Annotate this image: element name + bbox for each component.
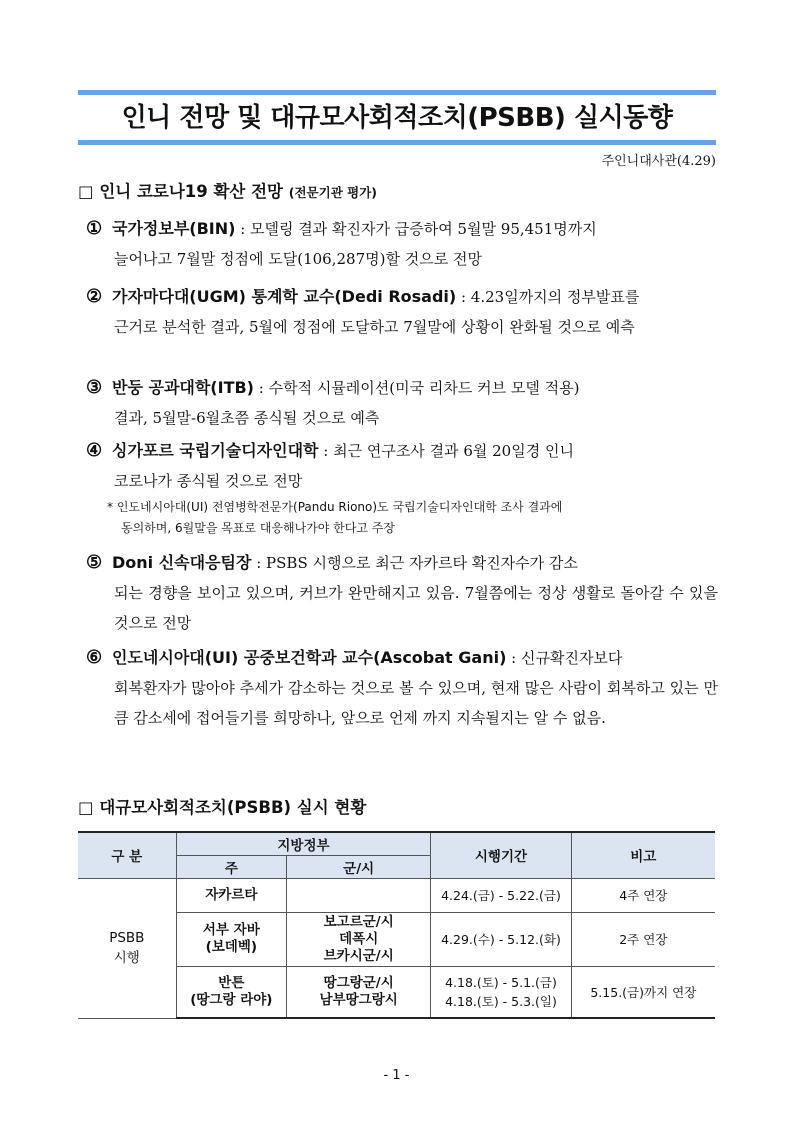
cell-city bbox=[287, 878, 431, 912]
section-marker: □ bbox=[78, 798, 94, 817]
section-subtitle: (전문기관 평가) bbox=[288, 185, 377, 200]
item-text: : 신규확진자보다 bbox=[506, 649, 623, 667]
item-source: Doni 신속대응팀장 bbox=[112, 553, 252, 572]
page-title: 인니 전망 및 대규모사회적조치(PSBB) 실시동향 bbox=[121, 103, 673, 133]
psbb-table bbox=[78, 831, 715, 1019]
section-marker: □ bbox=[78, 182, 94, 201]
cell-city: 보고르군/시 데폭시 브카시군/시 bbox=[287, 912, 431, 966]
item-number: ③ bbox=[86, 377, 103, 398]
header-city: 군/시 bbox=[287, 855, 431, 878]
table-header-row bbox=[78, 832, 715, 855]
item-text: : 4.23일까지의 정부발표를 bbox=[456, 288, 640, 306]
date-line: 주인니대사관(4.29) bbox=[601, 154, 716, 169]
item-text-cont: 근거로 분석한 결과, 5월에 정점에 도달하고 7월말에 상황이 완화될 것으로 예측 bbox=[114, 318, 635, 336]
header-period: 시행기간 bbox=[431, 832, 571, 878]
item-number: ④ bbox=[86, 440, 103, 461]
footnote-text-cont: 동의하며, 6월말을 목표로 대응해나가야 한다고 주장 bbox=[121, 521, 395, 535]
item-source: 싱가포르 국립기술디자인대학 bbox=[112, 441, 319, 460]
forecast-item-sutd bbox=[86, 436, 718, 496]
footnote-text: 인도네시아대(UI) 전염병학전문가(Pandu Riono)도 국립기술디자인대학 조사 결과에 bbox=[116, 500, 563, 514]
cell-period: 4.29.(수) - 5.12.(화) bbox=[431, 912, 571, 966]
item-text: : PSBS 시행으로 최근 자카르타 확진자수가 감소 bbox=[251, 554, 578, 572]
forecast-item-bin bbox=[86, 214, 718, 274]
forecast-item-itb bbox=[86, 373, 718, 433]
cell-note: 4주 연장 bbox=[571, 878, 715, 912]
header-province: 주 bbox=[176, 855, 286, 878]
cell-note: 2주 연장 bbox=[571, 912, 715, 966]
cell-city: 땅그랑군/시 남부땅그랑시 bbox=[287, 966, 431, 1018]
item-source: 국가정보부(BIN) bbox=[112, 219, 236, 238]
item-number: ⑥ bbox=[86, 647, 103, 668]
section-heading-forecast bbox=[78, 178, 377, 202]
row-group-label: PSBB 시행 bbox=[78, 878, 176, 1018]
item-number: ① bbox=[86, 218, 103, 239]
item-text-cont: 회복환자가 많아야 추세가 감소하는 것으로 볼 수 있으며, 현재 많은 사람이 회복하고 있는 만큼 감소세에 접어들기를 희망하나, 앞으로 언제 까지 지속될지는 알 수 없음. bbox=[114, 679, 718, 727]
forecast-item-ugm bbox=[86, 282, 718, 342]
item-text-cont: 늘어나고 7월말 정점에 도달(106,287명)할 것으로 전망 bbox=[114, 250, 482, 268]
cell-province: 반튼 (땅그랑 라야) bbox=[176, 966, 286, 1018]
page-number: - 1 - bbox=[383, 1068, 410, 1083]
item-text-cont: 결과, 5월말-6월초쯤 종식될 것으로 예측 bbox=[114, 409, 380, 427]
footnote-star: * bbox=[107, 500, 113, 514]
header-local-gov: 지방정부 bbox=[176, 832, 431, 855]
item-text-cont: 되는 경향을 보이고 있으며, 커브가 완만해지고 있음. 7월쯤에는 정상 생활로 돌아갈 수 있을 것으로 전망 bbox=[114, 584, 718, 632]
item-source: 반둥 공과대학(ITB) bbox=[112, 378, 254, 397]
item-text-cont: 코로나가 종식될 것으로 전망 bbox=[114, 472, 303, 490]
item-text: : 모델링 결과 확진자가 급증하여 5월말 95,451명까지 bbox=[235, 220, 597, 238]
table-row bbox=[78, 878, 715, 912]
section-title: 인니 코로나19 확산 전망 bbox=[99, 182, 283, 201]
item-text: : 수학적 시뮬레이션(미국 리차드 커브 모델 적용) bbox=[254, 379, 580, 397]
forecast-item-ui bbox=[86, 643, 718, 733]
cell-province: 자카르타 bbox=[176, 878, 286, 912]
cell-period: 4.18.(토) - 5.1.(금) 4.18.(토) - 5.3.(일) bbox=[431, 966, 571, 1018]
cell-province: 서부 자바 (보데벡) bbox=[176, 912, 286, 966]
item-source: 가자마다대(UGM) 통계학 교수(Dedi Rosadi) bbox=[112, 287, 457, 306]
cell-period: 4.24.(금) - 5.22.(금) bbox=[431, 878, 571, 912]
header-note: 비고 bbox=[571, 832, 715, 878]
section-heading-psbb bbox=[78, 794, 366, 818]
footnote bbox=[107, 497, 719, 539]
section-title: 대규모사회적조치(PSBB) 실시 현황 bbox=[99, 798, 367, 817]
item-number: ② bbox=[86, 286, 103, 307]
title-top-rule bbox=[78, 90, 716, 95]
item-source: 인도네시아대(UI) 공중보건학과 교수(Ascobat Gani) bbox=[112, 648, 507, 667]
header-gubun: 구 분 bbox=[78, 832, 176, 878]
cell-note: 5.15.(금)까지 연장 bbox=[571, 966, 715, 1018]
item-number: ⑤ bbox=[86, 552, 103, 573]
title-bottom-rule bbox=[78, 140, 716, 145]
forecast-item-doni bbox=[86, 548, 718, 638]
item-text: : 최근 연구조사 결과 6월 20일경 인니 bbox=[318, 442, 574, 460]
